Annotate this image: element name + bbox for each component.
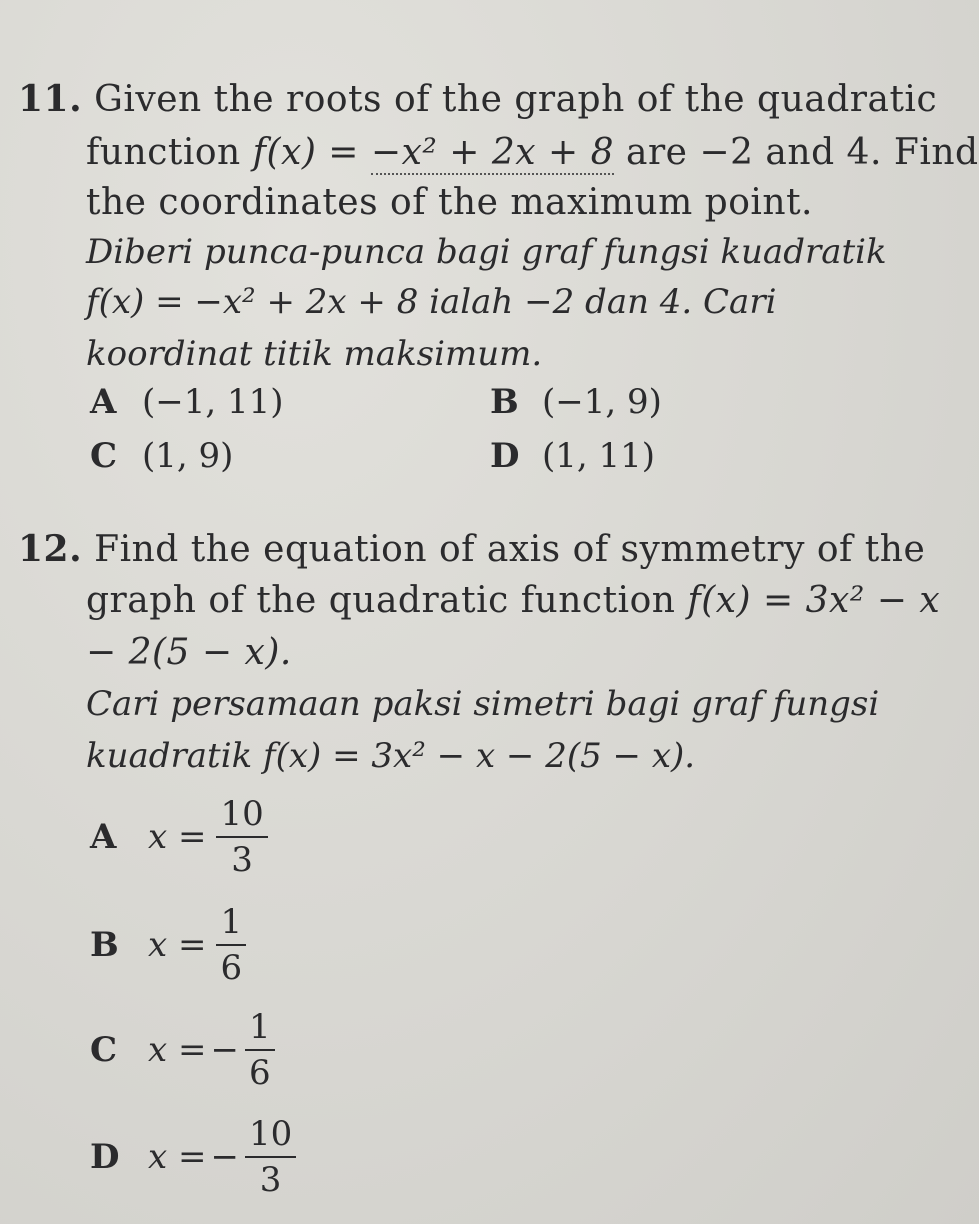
q12-option-a[interactable] <box>90 792 268 882</box>
option-label: A <box>90 382 117 422</box>
q12-option-b[interactable] <box>90 900 246 990</box>
q11-ms-line3 <box>86 334 542 374</box>
option-label: C <box>90 436 118 476</box>
option-lhs: x = <box>148 817 207 857</box>
q11-option-a[interactable] <box>90 382 284 422</box>
q11-ms-line2 <box>86 282 776 322</box>
option-label: D <box>90 1137 120 1177</box>
q11-line2 <box>86 132 979 173</box>
q11-line1 <box>18 78 937 120</box>
option-label: D <box>490 436 520 476</box>
fraction-denominator: 6 <box>248 1053 271 1093</box>
q12-line1 <box>18 528 925 570</box>
q12-option-d[interactable] <box>90 1112 296 1202</box>
q11-en-text3: the coordinates of the maximum point. <box>86 182 814 223</box>
q12-ms-func: f(x) = 3x² − x − 2(5 − x). <box>263 736 696 776</box>
option-lhs: x = <box>148 925 207 965</box>
q11-en-text1: Given the roots of the graph of the quadratic <box>94 79 938 120</box>
fraction-numerator: 10 <box>245 1112 296 1158</box>
option-label: B <box>490 382 519 422</box>
option-text: (1, 11) <box>542 436 656 476</box>
option-lhs: x = <box>148 1030 207 1070</box>
option-label: A <box>90 817 117 857</box>
q11-option-b[interactable] <box>490 382 662 422</box>
option-fraction <box>216 900 246 990</box>
option-text: (−1, 11) <box>142 382 284 422</box>
q12-en-text3: − 2(5 − x). <box>86 632 292 673</box>
option-text: (−1, 9) <box>542 382 662 422</box>
fraction-numerator: 1 <box>216 900 246 946</box>
q12-ms-text2-pre: kuadratik <box>86 736 264 776</box>
q11-en-text2-pre: function <box>86 132 253 173</box>
q12-ms-line2 <box>86 736 695 776</box>
fraction-denominator: 3 <box>259 1160 282 1200</box>
q12-line2 <box>86 580 940 621</box>
option-text: (1, 9) <box>142 436 234 476</box>
q12-en-text2-pre: graph of the quadratic function <box>86 580 688 621</box>
q11-ms-text3: koordinat titik maksimum. <box>86 334 543 374</box>
q12-ms-line1 <box>86 684 879 724</box>
q12-number: 12. <box>18 528 83 570</box>
q11-line3 <box>86 182 813 223</box>
q11-ms-text2: f(x) = −x² + 2x + 8 ialah −2 dan 4. Cari <box>86 282 777 322</box>
q11-number: 11. <box>18 78 83 120</box>
q12-line3 <box>86 632 292 673</box>
q11-func-expr: −x² + 2x + 8 <box>370 132 615 173</box>
q11-ms-text1: Diberi punca-punca bagi graf fungsi kuadratik <box>86 232 887 272</box>
q12-option-c[interactable] <box>90 1005 275 1095</box>
q11-ms-line1 <box>86 232 887 272</box>
option-fraction <box>245 1005 275 1095</box>
q12-en-text1: Find the equation of axis of symmetry of the <box>94 529 926 570</box>
q12-func: f(x) = 3x² − x <box>687 580 941 621</box>
fraction-numerator: 10 <box>216 792 267 838</box>
option-label: C <box>90 1030 118 1070</box>
fraction-denominator: 3 <box>231 840 253 880</box>
fraction-numerator: 1 <box>245 1005 275 1051</box>
option-label: B <box>90 925 119 965</box>
option-fraction <box>216 792 267 882</box>
q11-option-d[interactable] <box>490 436 655 476</box>
q11-en-text2-post: are −2 and 4. Find <box>614 132 979 173</box>
fraction-denominator: 6 <box>220 948 243 988</box>
q11-option-c[interactable] <box>90 436 233 476</box>
option-sign: − <box>210 1137 239 1177</box>
option-fraction <box>245 1112 296 1202</box>
q12-ms-text1: Cari persamaan paksi simetri bagi graf fungsi <box>86 684 880 724</box>
option-lhs: x = <box>148 1137 207 1177</box>
q11-func-name: f(x) = <box>252 132 371 173</box>
option-sign: − <box>210 1030 239 1070</box>
